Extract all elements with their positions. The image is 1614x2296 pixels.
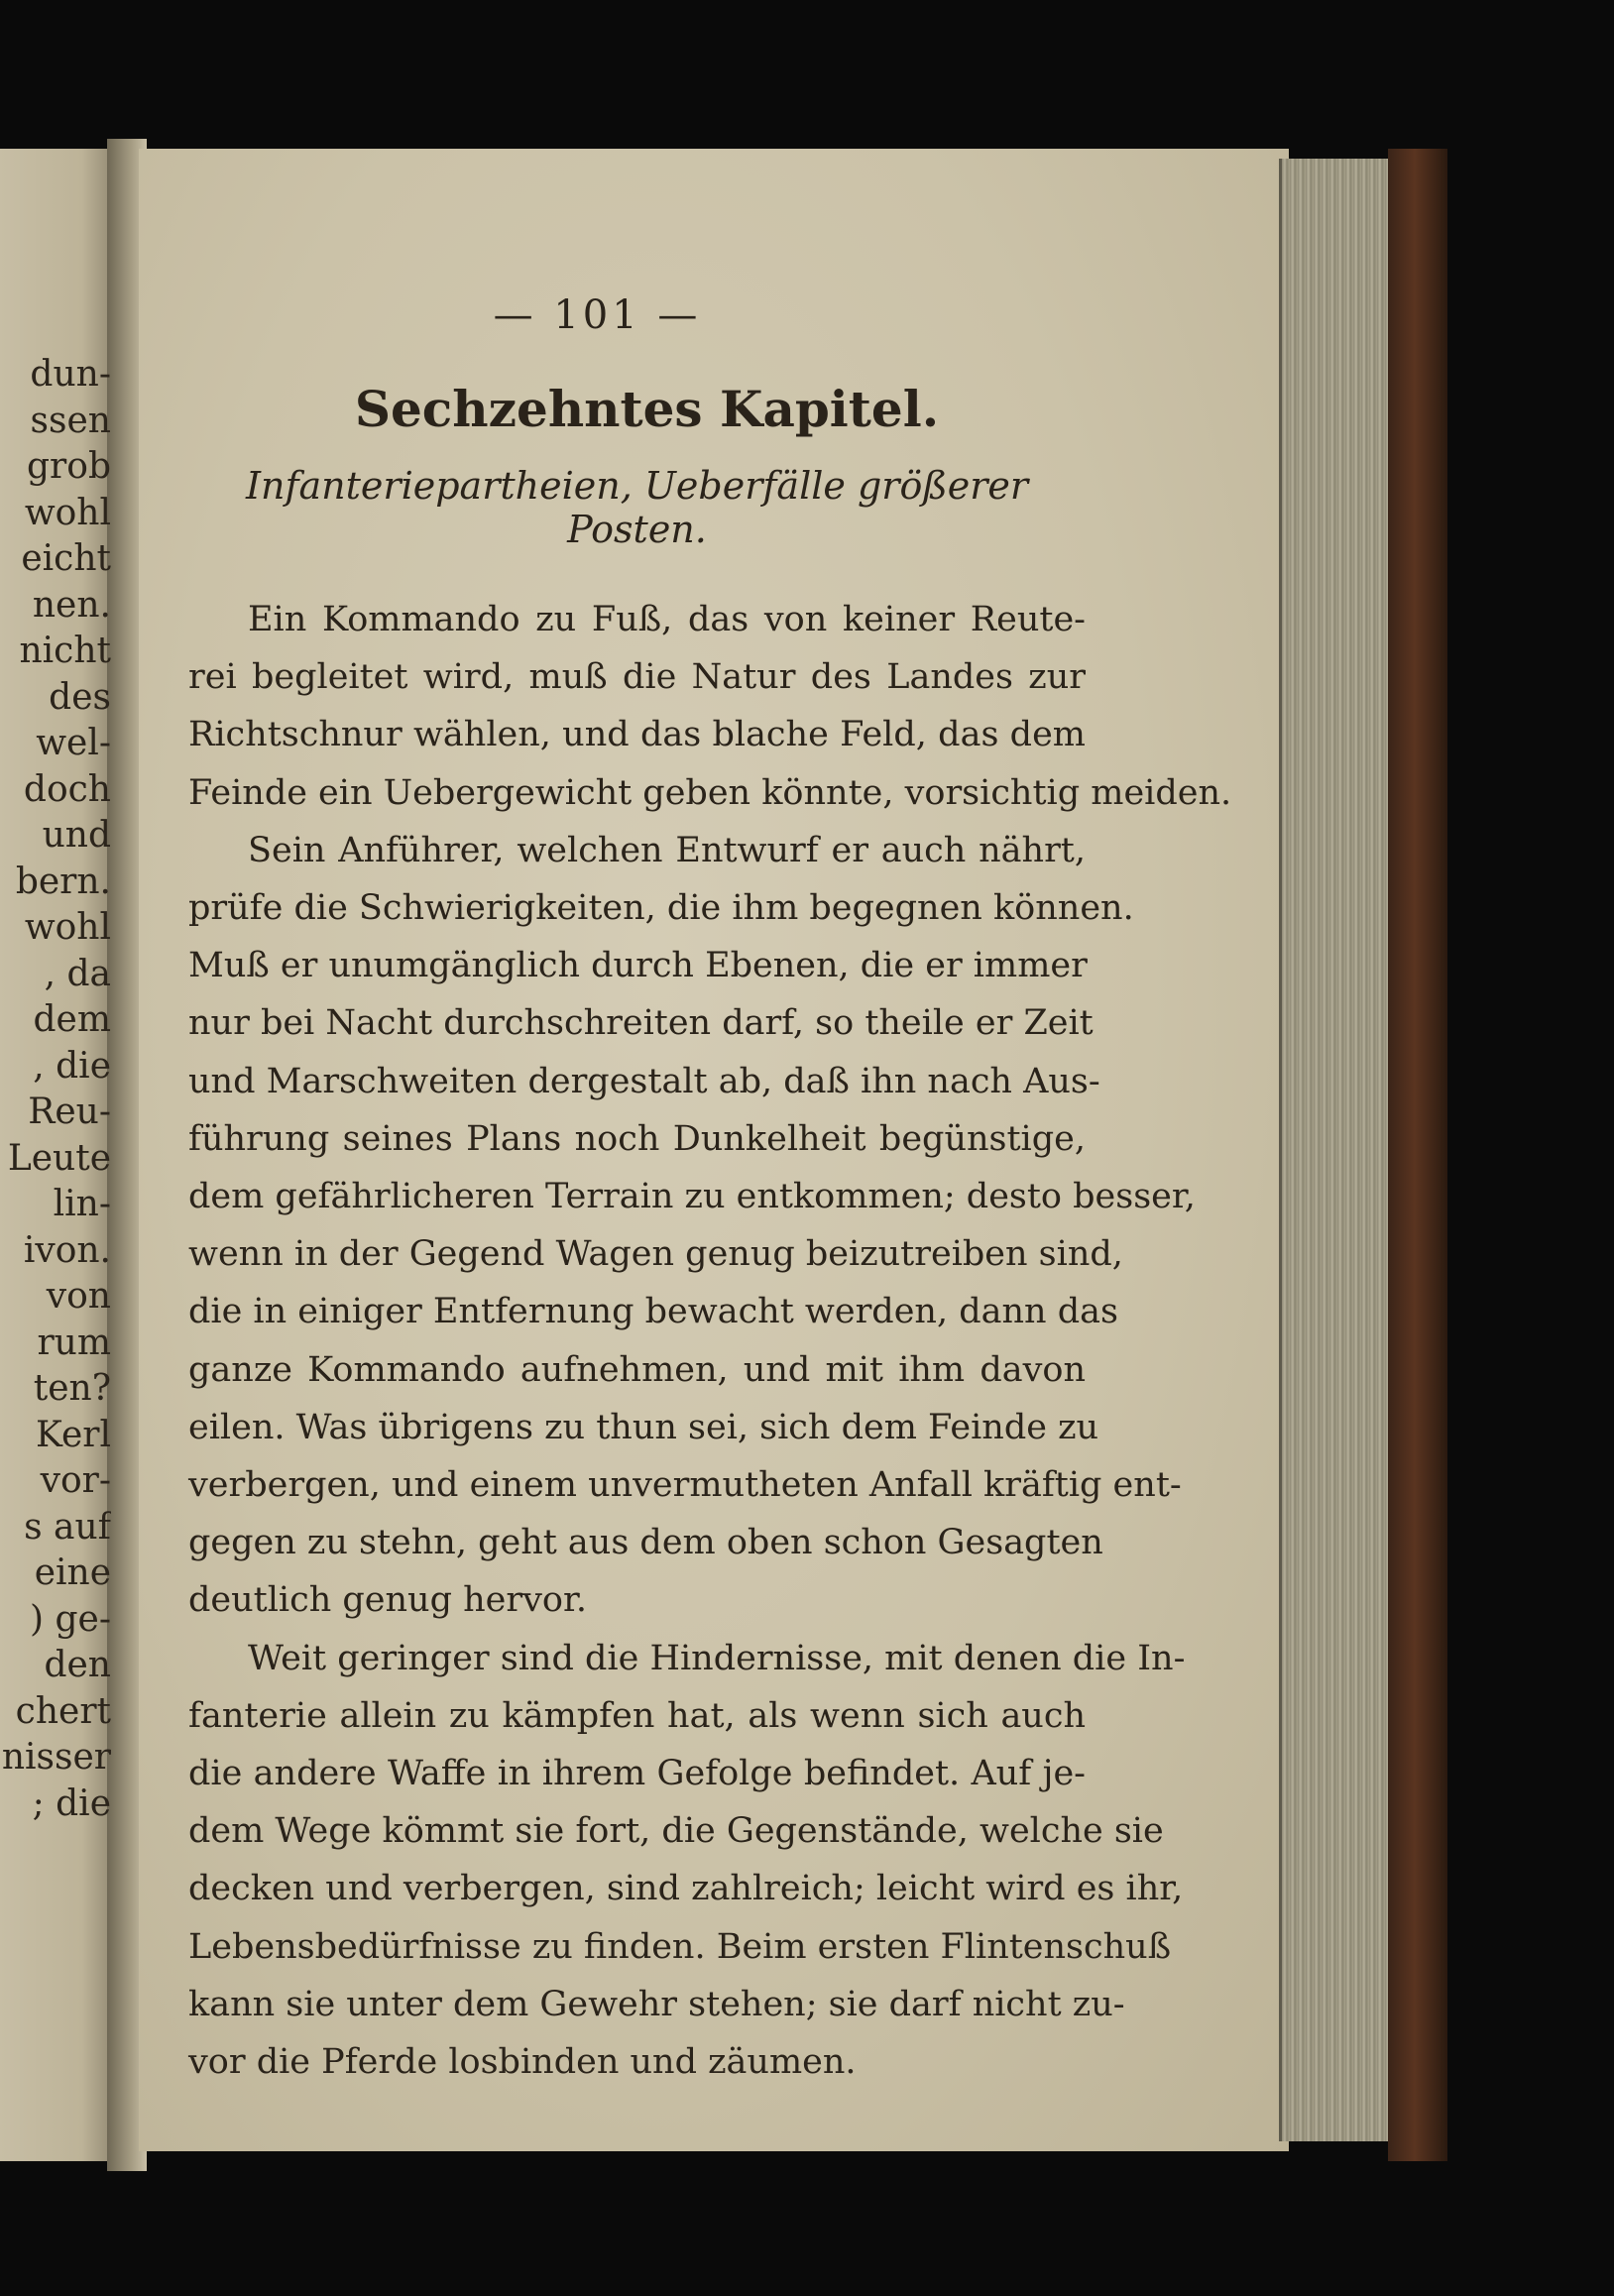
left-page-text-fragments [0, 352, 111, 1827]
left-page-fragment: vor- [40, 1460, 111, 1501]
text-line: Lebensbedürfnisse zu finden. Beim ersten Flintenschuß [188, 1926, 1172, 1967]
left-page-fragment: wohl [24, 492, 111, 533]
left-page-fragment: eine [34, 1552, 111, 1593]
left-page-fragment: , da [44, 953, 111, 994]
text-line: ganze Kommando aufnehmen, und mit ihm davon [188, 1349, 1086, 1390]
text-line: Richtschnur wählen, und das blache Feld, das dem [188, 715, 1086, 755]
left-page-fragment: ; die [32, 1782, 111, 1824]
text-line: Ein Kommando zu Fuß, das von keiner Reute- [248, 600, 1086, 639]
text-line: gegen zu stehn, geht aus dem oben schon Gesagten [188, 1523, 1103, 1563]
text-line: wenn in der Gegend Wagen genug beizutreiben sind, [188, 1234, 1123, 1275]
text-line: deutlich genug hervor. [188, 1580, 587, 1621]
text-line: rei begleitet wird, muß die Natur des Landes zur [188, 657, 1086, 698]
chapter-title: Sechzehntes Kapitel. [354, 380, 940, 438]
left-page-fragment: lin- [53, 1184, 111, 1224]
left-page-fragment: chert [15, 1690, 111, 1732]
left-page-fragment: Reu- [28, 1091, 111, 1132]
left-page-fragment: rum [37, 1321, 111, 1363]
left-page-fragment: und [42, 815, 111, 856]
left-page-fragment: dem [33, 999, 111, 1040]
text-line: prüfe die Schwierigkeiten, die ihm begegnen können. [188, 888, 1134, 929]
left-page-fragment: ivon. [23, 1229, 111, 1271]
left-page-fragment: wel- [36, 723, 111, 763]
text-line: dem gefährlicheren Terrain zu entkommen; desto besser, [188, 1177, 1196, 1217]
page-number: — 101 — [493, 292, 702, 338]
text-line: die in einiger Entfernung bewacht werden, dann das [188, 1292, 1118, 1332]
text-line: Weit geringer sind die Hindernisse, mit denen die In- [248, 1638, 1186, 1678]
text-line: Sein Anführer, welchen Entwurf er auch nährt, [248, 830, 1086, 870]
text-line: decken und verbergen, sind zahlreich; leicht wird es ihr, [188, 1869, 1184, 1909]
text-line: nur bei Nacht durchschreiten darf, so theile er Zeit [188, 1003, 1094, 1044]
left-page-fragment: ten? [33, 1368, 111, 1409]
text-line: und Marschweiten dergestalt ab, daß ihn nach Aus- [188, 1061, 1100, 1101]
chapter-subtitle: Infanteriepartheien, Ueberfälle größerer Posten. [245, 464, 1029, 551]
left-page-fragment: ssen [30, 400, 111, 441]
left-page-fragment: Leute [7, 1137, 111, 1179]
page-content [188, 292, 1232, 2091]
text-line: eilen. Was übrigens zu thun sei, sich dem Feinde zu [188, 1407, 1099, 1447]
page-edges [1279, 159, 1401, 2141]
left-page-fragment: s auf [24, 1506, 111, 1548]
left-page-fragment: nisser [1, 1737, 111, 1778]
left-page-fragment: dun- [30, 354, 111, 395]
text-line: verbergen, und einem unvermutheten Anfall kräftig ent- [188, 1465, 1182, 1506]
text-line: die andere Waffe in ihrem Gefolge befindet. Auf je- [188, 1754, 1086, 1794]
left-page-fragment: wohl [24, 907, 111, 948]
text-line: dem Wege kömmt sie fort, die Gegenstände, welche sie [188, 1811, 1164, 1852]
body-text [188, 591, 1232, 2091]
left-page-fragment: des [49, 676, 111, 718]
left-page-fragment: Kerl [36, 1414, 111, 1455]
text-line: Feinde ein Uebergewicht geben könnte, vorsichtig meiden. [188, 772, 1232, 813]
left-page-fragment: ) ge- [29, 1598, 111, 1640]
left-page-fragment: von [46, 1276, 111, 1317]
left-page-fragment: , die [33, 1045, 111, 1087]
left-page-fragment: bern. [15, 861, 111, 902]
text-line: fanterie allein zu kämpfen hat, als wenn sich auch [188, 1695, 1086, 1736]
text-line: vor die Pferde losbinden und zäumen. [188, 2042, 857, 2083]
left-page-fragment: nicht [19, 631, 111, 671]
left-page-fragment: doch [23, 768, 111, 810]
text-line: kann sie unter dem Gewehr stehen; sie darf nicht zu- [188, 1984, 1125, 2024]
book-cover-edge [1388, 149, 1447, 2161]
left-page-fragment: eicht [21, 538, 111, 579]
left-page-fragment: nen. [32, 584, 111, 626]
left-page-fragment: den [44, 1645, 111, 1685]
left-page-fragment: grob [27, 446, 111, 487]
text-line: führung seines Plans noch Dunkelheit begünstige, [188, 1118, 1086, 1159]
text-line: Muß er unumgänglich durch Ebenen, die er immer [188, 946, 1088, 986]
